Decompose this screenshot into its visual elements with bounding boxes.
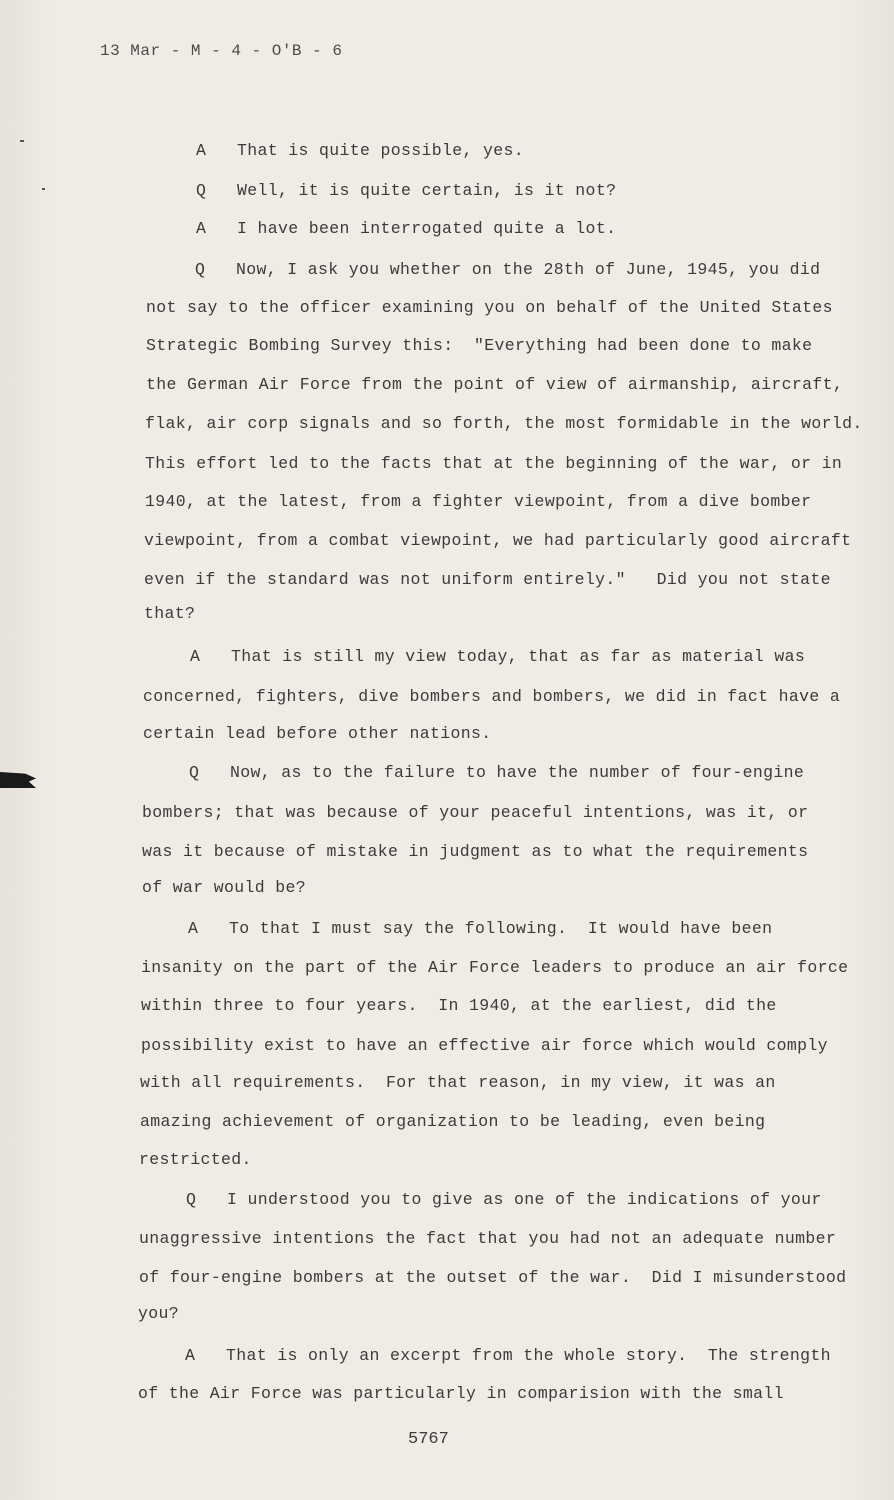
text-line: restricted. <box>139 1150 252 1169</box>
text-line: was it because of mistake in judgment as to what the requirements <box>142 842 809 861</box>
text-line: concerned, fighters, dive bombers and bombers, we did in fact have a <box>143 687 841 706</box>
text-line: A To that I must say the following. It would have been <box>188 919 773 938</box>
text-line: even if the standard was not uniform entirely." Did you not state <box>144 570 831 589</box>
text-line: Strategic Bombing Survey this: "Everything had been done to make <box>146 336 813 355</box>
text-line: Q Now, I ask you whether on the 28th of June, 1945, you did <box>195 260 821 279</box>
text-line: 1940, at the latest, from a fighter viewpoint, from a dive bomber <box>145 492 812 511</box>
text-line: Q I understood you to give as one of the indications of your <box>186 1190 822 1209</box>
text-line: amazing achievement of organization to be leading, even being <box>140 1112 766 1131</box>
margin-mark <box>42 188 45 190</box>
text-line: insanity on the part of the Air Force leaders to produce an air force <box>141 958 849 977</box>
text-line: of four-engine bombers at the outset of the war. Did I misunderstood <box>139 1268 847 1287</box>
text-line: A That is still my view today, that as far as material was <box>190 647 806 666</box>
text-line: viewpoint, from a combat viewpoint, we had particularly good aircraft <box>144 531 852 550</box>
text-line: A I have been interrogated quite a lot. <box>196 219 617 238</box>
text-line: that? <box>144 604 196 623</box>
text-line: A That is only an excerpt from the whole story. The strength <box>185 1346 831 1365</box>
text-line: possibility exist to have an effective air force which would comply <box>141 1036 828 1055</box>
text-line: of war would be? <box>142 878 307 897</box>
margin-mark <box>20 140 24 142</box>
text-line: Q Now, as to the failure to have the number of four-engine <box>189 763 805 782</box>
text-line: Q Well, it is quite certain, is it not? <box>196 181 617 200</box>
text-line: certain lead before other nations. <box>143 724 492 743</box>
text-line: you? <box>138 1304 180 1323</box>
page-header: 13 Mar - M - 4 - O'B - 6 <box>100 42 343 60</box>
page-number: 5767 <box>408 1430 449 1449</box>
text-line: the German Air Force from the point of view of airmanship, aircraft, <box>146 375 844 394</box>
text-line: A That is quite possible, yes. <box>196 141 525 160</box>
text-line: not say to the officer examining you on behalf of the United States <box>146 298 833 317</box>
text-line: of the Air Force was particularly in comparision with the small <box>138 1384 784 1403</box>
text-line: This effort led to the facts that at the beginning of the war, or in <box>145 454 843 473</box>
binding-edge-mark <box>0 772 36 788</box>
text-line: unaggressive intentions the fact that you had not an adequate number <box>139 1229 837 1248</box>
text-line: flak, air corp signals and so forth, the most formidable in the world. <box>145 414 863 433</box>
text-line: bombers; that was because of your peaceful intentions, was it, or <box>142 803 809 822</box>
text-line: with all requirements. For that reason, in my view, it was an <box>140 1073 776 1092</box>
text-line: within three to four years. In 1940, at the earliest, did the <box>141 996 777 1015</box>
